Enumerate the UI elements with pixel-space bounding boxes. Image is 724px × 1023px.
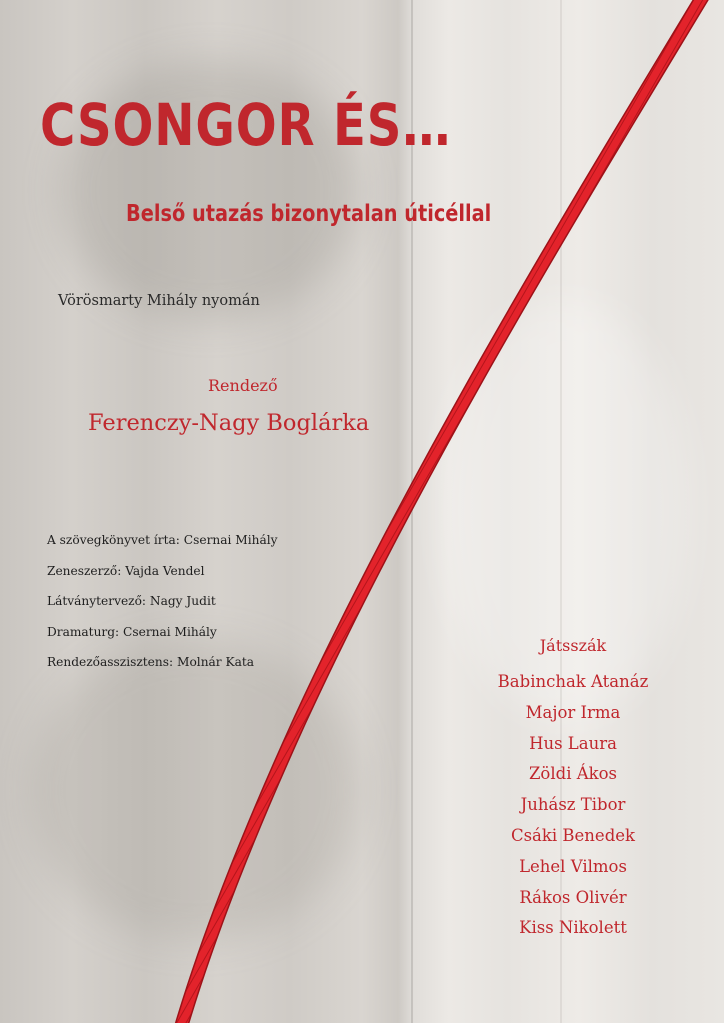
cast-member: Kiss Nikolett xyxy=(519,918,627,938)
cast-list xyxy=(478,672,668,949)
source-note: Vörösmarty Mihály nyomán xyxy=(58,293,260,309)
cast-block xyxy=(478,636,668,949)
cast-member: Babinchak Atanáz xyxy=(497,672,649,691)
director-name: Ferenczy-Nagy Boglárka xyxy=(88,410,370,436)
cast-member: Csáki Benedek xyxy=(510,825,636,845)
cast-member: Rákos Olivér xyxy=(519,887,627,907)
cast-member: Juhász Tibor xyxy=(520,795,626,815)
credit-line: Rendezőasszisztens: Molnár Kata xyxy=(47,655,255,669)
credit-line: Dramaturg: Csernai Mihály xyxy=(47,624,217,639)
poster-title: CSONGOR ÉS… xyxy=(40,91,452,159)
credit-line: Látványtervező: Nagy Judit xyxy=(47,594,216,608)
cast-member: Major Irma xyxy=(525,702,621,722)
cast-heading: Játsszák xyxy=(539,636,607,655)
cast-member: Lehel Vilmos xyxy=(519,856,627,876)
cast-member: Zöldi Ákos xyxy=(528,764,618,784)
credit-line: A szövegkönyvet írta: Csernai Mihály xyxy=(47,533,278,547)
credit-line: Zeneszerző: Vajda Vendel xyxy=(47,563,205,578)
director-label: Rendező xyxy=(208,376,278,395)
poster-subtitle: Belső utazás bizonytalan úticéllal xyxy=(126,201,492,227)
cast-member: Hus Laura xyxy=(529,733,617,753)
credits-list xyxy=(47,533,278,686)
